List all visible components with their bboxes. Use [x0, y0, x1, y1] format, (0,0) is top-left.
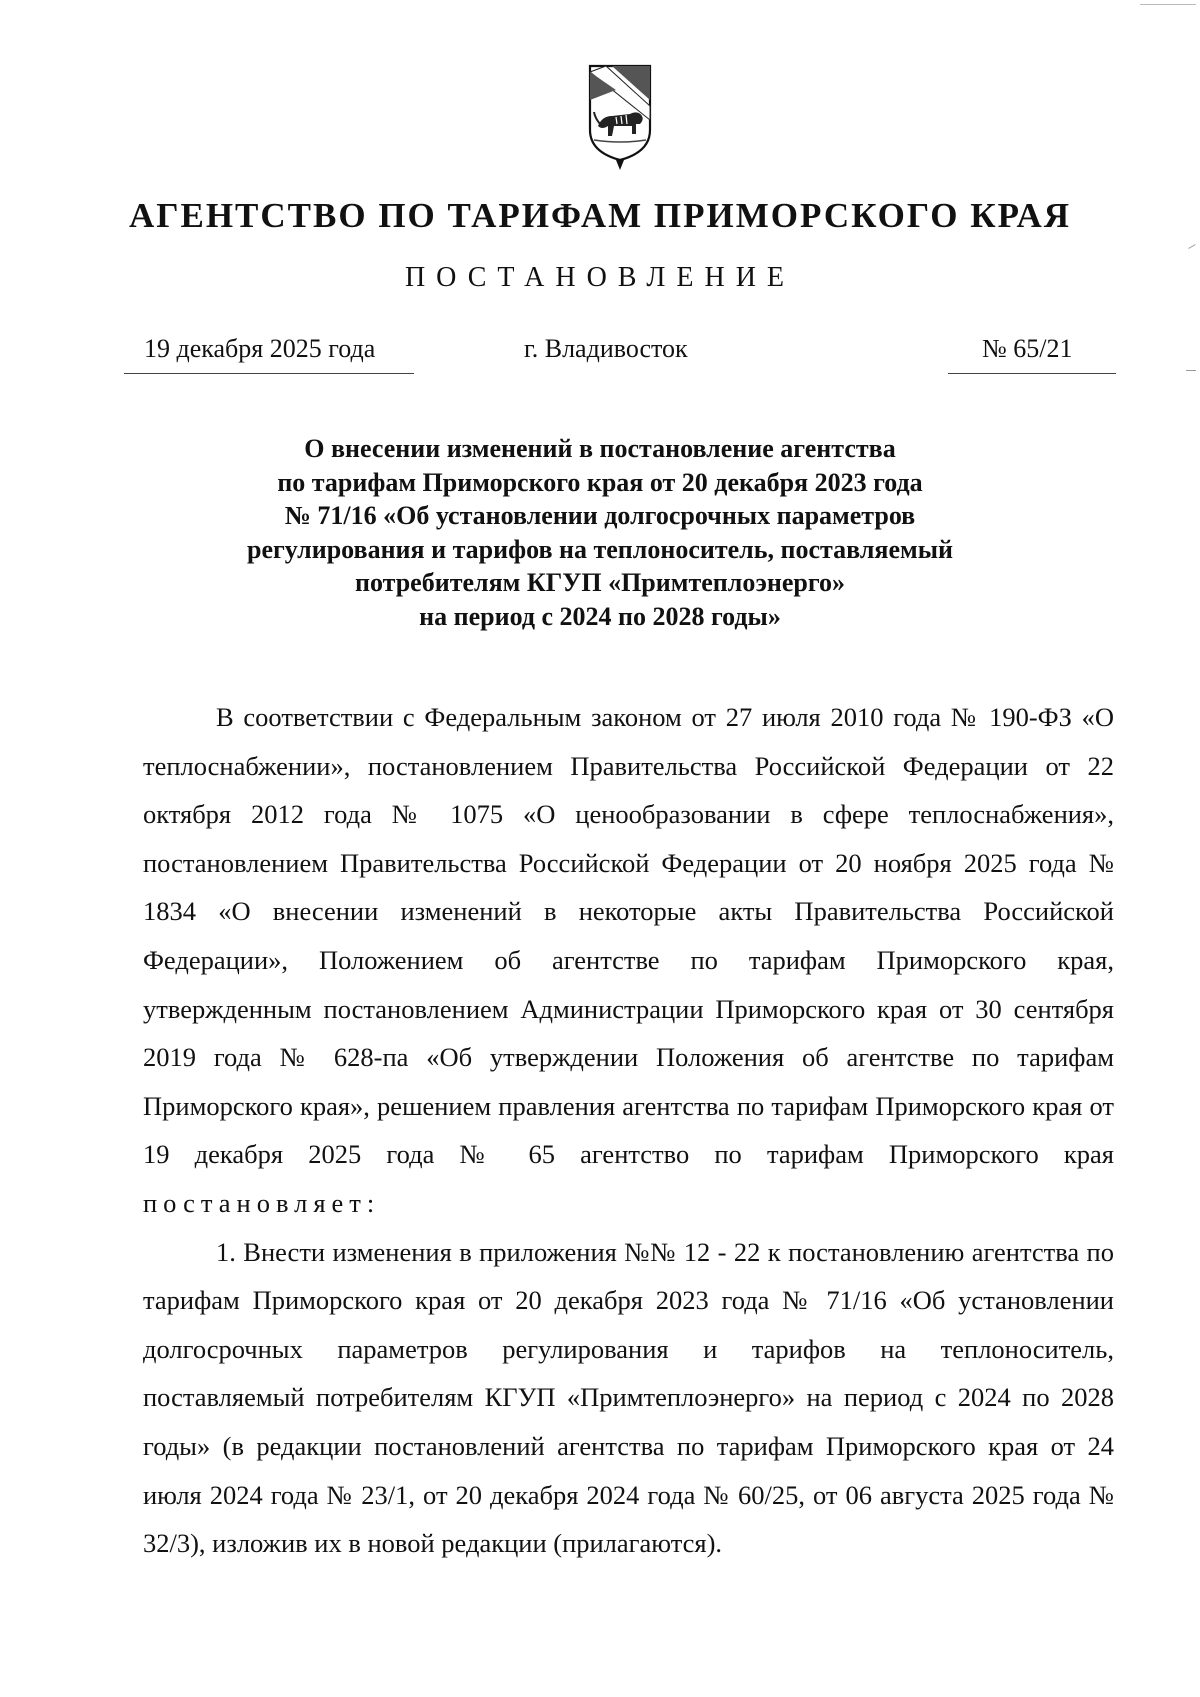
subject-line: О внесении изменений в постановление агентства [304, 434, 896, 463]
document-type: ПОСТАНОВЛЕНИЕ [404, 262, 796, 293]
document-date: 19 декабря 2025 года [144, 334, 376, 363]
subject-line: регулирования и тарифов на теплоноситель, поставляемый [247, 534, 953, 564]
number-underline [948, 373, 1116, 374]
preamble-paragraph [143, 693, 1114, 1228]
item-1-paragraph: 1. Внести изменения в приложения №№ 12 - 22 к постановлению агентства по тарифам Приморского края от 20 декабря 2023 года № 71/16 «Об установлении долгосрочных параметров регулирования и тарифов на теплоноситель, поставляемый потребителям КГУП «Примтеплоэнерго» на период с 2024 по 2028 годы» (в редакции постановлений агентства по тарифам Приморского края от 24 июля 2024 года № 23/1, от 20 декабря 2024 года № 60/25, от 06 августа 2025 года № 32/3), изложив их в новой редакции (прилагаются). [143, 1236, 1114, 1559]
subject-line: на период с 2024 по 2028 годы» [419, 601, 781, 631]
scan-mark [1186, 370, 1196, 371]
document-city: г. Владивосток [524, 334, 688, 363]
document-subject [150, 432, 1050, 634]
document-body [143, 693, 1114, 1568]
subject-line: № 71/16 «Об установлении долгосрочных параметров [284, 501, 916, 531]
scan-mark [1188, 244, 1195, 249]
date-underline [124, 373, 414, 374]
scan-mark [1140, 4, 1196, 5]
subject-line: по тарифам Приморского края от 20 декабря 2023 года [277, 467, 923, 497]
resolves-word: постановляет: [143, 1187, 381, 1218]
coat-of-arms-icon [586, 60, 654, 172]
preamble-text: В соответствии с Федеральным законом от 27 июля 2010 года № 190-ФЗ «О теплоснабжении», постановлением Правительства Российской Федерации от 22 октября 2012 года № 1075 «О ценообразовании в сфере теплоснабжения», постановлением Правительства Российской Федерации от 20 ноября 2025 года № 1834 «О внесении изменений в некоторые акты Правительства Российской Федерации», Положением об агентстве по тарифам Приморского края, утвержденным постановлением Администрации Приморского края от 30 сентября 2019 года № 628-па «Об утверждении Положения об агентстве по тарифам Приморского края», решением правления агентства по тарифам Приморского края от 19 декабря 2025 года № 65 агентство по тарифам Приморского края [143, 702, 1114, 1170]
document-number: № 65/21 [982, 334, 1073, 363]
agency-title: АГЕНТСТВО ПО ТАРИФАМ ПРИМОРСКОГО КРАЯ [128, 196, 1072, 235]
subject-line: потребителям КГУП «Примтеплоэнерго» [354, 568, 846, 598]
